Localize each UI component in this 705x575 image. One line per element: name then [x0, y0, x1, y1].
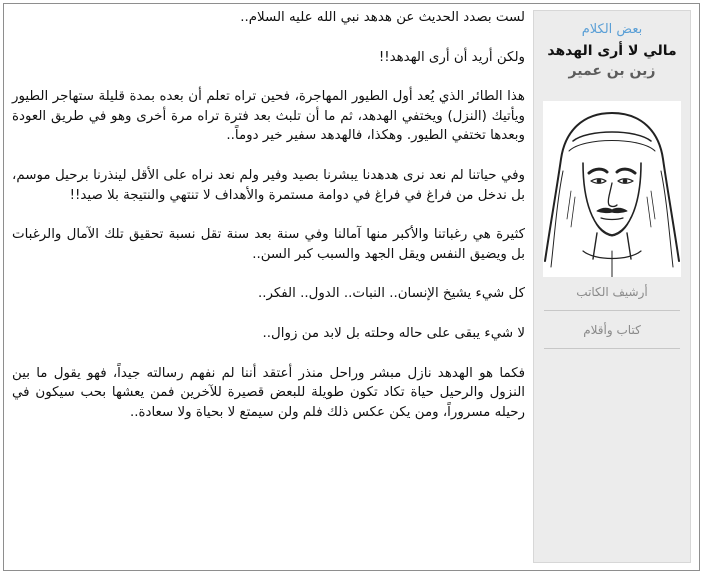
sidebar-divider — [544, 310, 680, 311]
author-portrait — [543, 101, 681, 277]
sidebar-header — [534, 21, 690, 81]
article-paragraph: لست بصدد الحديث عن هدهد نبي الله عليه السلام.. — [240, 10, 525, 25]
author-archive-link[interactable]: أرشيف الكاتب — [576, 285, 648, 299]
article-paragraph: وفي حياتنا لم نعد نرى هدهدنا يبشرنا بصيد وفير ولم نعد نراه على الأقل لينذرنا برحيل موسم، بل ندخل من فراغ في فراغ في دوامة مستمرة والأهداف لا تنتهي والنتيجة بلا صيد!! — [12, 167, 525, 203]
article-paragraph: كل شيء يشيخ الإنسان.. النبات.. الدول.. الفكر.. — [257, 286, 525, 302]
writers-link[interactable]: كتاب وأقلام — [583, 323, 641, 337]
portrait-sketch-icon — [543, 101, 681, 277]
section-title[interactable]: بعض الكلام — [581, 22, 643, 37]
author-name[interactable]: زين بن عمير — [568, 63, 656, 79]
article-paragraph: لا شيء يبقى على حاله وحلته بل لابد من زوال.. — [262, 325, 525, 341]
sidebar — [533, 10, 691, 563]
article-paragraph: ولكن أريد أن أرى الهدهد!! — [378, 49, 525, 65]
article-paragraph: فكما هو الهدهد نازل مبشر وراحل منذر أعتقد أننا لم نفهم رسالته جيداً، فهو يقول ما بين النزول والرحيل حياة تكاد تكون طويلة للبعض قصيرة للآخرين فمن يعشها بحب سيكون في رحيله مسروراً، ومن يكن عكس ذلك فلم ولن سيمتع لا بحياة ولا سعادة.. — [12, 365, 525, 420]
article-body — [12, 8, 525, 568]
sidebar-divider — [544, 348, 680, 349]
article-paragraph: كثيرة هي رغباتنا والأكبر منها آمالنا وفي سنة بعد سنة تقل نسبة تحقيق تلك الآمال والرغبات بل ويضيق النفس ويقل الجهد والسبب كبر السن.. — [12, 227, 525, 262]
article-title: مالي لا أرى الهدهد — [547, 43, 677, 59]
article-paragraph: هذا الطائر الذي يُعد أول الطيور المهاجرة، فحين تراه تعلم أن بعده بمدة قليلة ستهاجر الطيور ويأتيك (النزل) ويختفي الهدهد، ثم ما أن تلبث بعد فترة تراه مرة أخرى وهو في طريق العودة وبعدها تختفي الطيور. وهكذا، فالهدهد سفير خير دوماً.. — [12, 89, 525, 144]
